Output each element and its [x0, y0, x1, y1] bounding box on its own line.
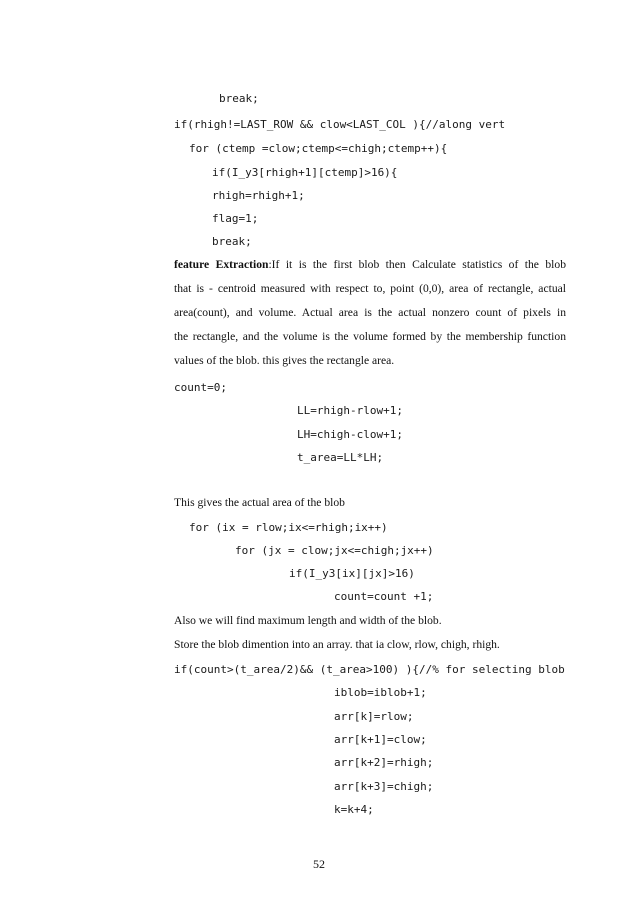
code-line: arr[k]=rlow;	[334, 710, 414, 723]
code-line: count=0;	[174, 381, 227, 394]
code-line: LL=rhigh-rlow+1;	[297, 404, 403, 417]
code-line: count=count +1;	[334, 590, 434, 603]
code-line: k=k+4;	[334, 803, 374, 816]
code-line: if(count>(t_area/2)&& (t_area>100) ){//% for selecting blob	[174, 663, 565, 676]
code-line: t_area=LL*LH;	[297, 451, 384, 464]
code-line: flag=1;	[212, 212, 259, 225]
code-line: LH=chigh-clow+1;	[297, 428, 403, 441]
code-line: for (ctemp =clow;ctemp<=chigh;ctemp++){	[189, 142, 448, 155]
code-line: if(rhigh!=LAST_ROW && clow<LAST_COL ){//along vert	[174, 118, 506, 131]
code-line: for (ix = rlow;ix<=rhigh;ix++)	[189, 521, 388, 534]
code-line: break;	[212, 235, 252, 248]
paragraph-line: area(count), and volume. Actual area is the actual nonzero count of pixels in	[174, 306, 566, 319]
code-line: for (jx = clow;jx<=chigh;jx++)	[235, 544, 434, 557]
code-line: arr[k+1]=clow;	[334, 733, 427, 746]
body-text: Store the blob dimention into an array. that ia clow, rlow, chigh, rhigh.	[174, 638, 500, 651]
paragraph-line: values of the blob. this gives the rectangle area.	[174, 354, 395, 367]
code-line: if(I_y3[rhigh+1][ctemp]>16){	[212, 166, 398, 179]
code-line: arr[k+2]=rhigh;	[334, 756, 434, 769]
section-heading: feature Extraction	[174, 258, 269, 271]
body-text: This gives the actual area of the blob	[174, 496, 345, 509]
code-line: rhigh=rhigh+1;	[212, 189, 305, 202]
code-line: iblob=iblob+1;	[334, 686, 427, 699]
paragraph-line: feature Extraction:If it is the first blob then Calculate statistics of the blob	[174, 258, 566, 271]
code-line: break;	[219, 92, 259, 105]
feature-extraction-paragraph	[174, 258, 566, 378]
paragraph-line: that is - centroid measured with respect to, point (0,0), area of rectangle, actual	[174, 282, 566, 295]
paragraph-line: the rectangle, and the volume is the volume formed by the membership function	[174, 330, 566, 343]
page-number: 52	[313, 857, 325, 871]
code-line: if(I_y3[ix][jx]>16)	[289, 567, 415, 580]
code-line: arr[k+3]=chigh;	[334, 780, 434, 793]
body-text: Also we will find maximum length and width of the blob.	[174, 614, 442, 627]
